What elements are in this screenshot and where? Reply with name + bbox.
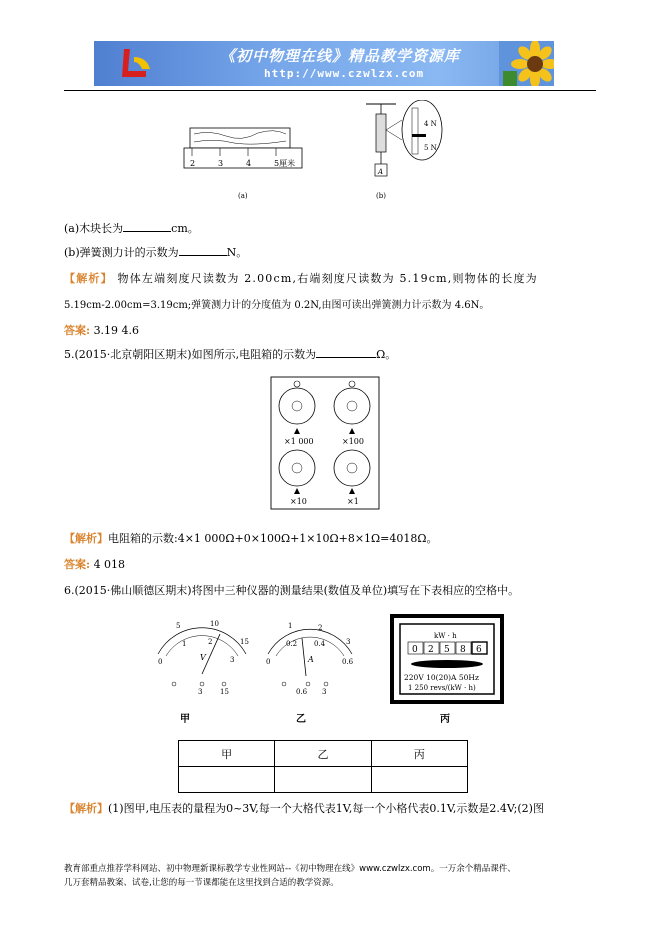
q4-analysis-line1: 【解析】 物体左端刻度尺读数为 2.00cm,右端刻度尺读数为 5.19cm,则物体的长度为	[64, 272, 538, 285]
table-header-cell: 乙	[275, 741, 371, 767]
footer-line: 几万套精品教案、试卷,让您的每一节课都能在这里找到合适的教学资源。	[64, 878, 339, 888]
weight-label: A	[378, 168, 384, 176]
banner-url: http://www.czwlzx.com	[264, 67, 425, 80]
voltmeter-scale-label: 3	[230, 656, 235, 664]
dial-label: ×1 000	[284, 437, 314, 446]
ruler-tick-label: 3	[218, 159, 224, 168]
voltmeter-terminal: 15	[220, 688, 229, 696]
ammeter-scale-label: 3	[346, 638, 351, 646]
spring-scale	[366, 100, 442, 176]
ammeter-scale-label: 0	[266, 658, 271, 666]
answer-blank[interactable]	[179, 246, 227, 256]
q4-part-b: (b)弹簧测力计的示数为 N。	[64, 246, 248, 259]
dial-label: ×10	[290, 497, 307, 506]
table-header-cell: 丙	[371, 741, 467, 767]
meter-digit: 2	[428, 645, 434, 655]
header-banner	[94, 41, 554, 86]
sunflower-icon	[499, 41, 554, 86]
voltmeter-scale-label: 5	[176, 622, 181, 630]
instrument-label: 乙	[296, 714, 306, 725]
footer-line: 教育部重点推荐学科网站、初中物理新课标教学专业性网站--《初中物理在线》www.czwlzx.com。一万余个精品课件、	[64, 864, 516, 874]
ammeter-scale-label: 0.6	[342, 658, 354, 666]
meter-digit: 0	[412, 645, 418, 655]
ruler-tick-label: 4	[246, 159, 252, 168]
meter-unit: kW · h	[434, 632, 457, 640]
meter-constant: 1 250 revs/(kW · h)	[408, 684, 476, 692]
site-logo-icon	[116, 47, 152, 81]
q6-analysis: 【解析】(1)图甲,电压表的量程为0~3V,每一个大格代表1V,每一个小格代表0.1V,示数是2.4V;(2)图	[64, 802, 544, 815]
table-header-row	[179, 741, 468, 767]
meter-rating: 220V 10(20)A 50Hz	[404, 673, 479, 682]
table-row	[179, 767, 468, 793]
ruler-tick-label: 2	[190, 159, 196, 168]
meter-digit: 8	[460, 645, 466, 655]
ammeter-terminal: 0.6	[296, 688, 308, 696]
table-header-cell: 甲	[179, 741, 275, 767]
q4-part-a: (a)木块长为 cm。	[64, 222, 199, 235]
figure-meters	[146, 614, 526, 726]
ammeter-symbol: A	[308, 655, 314, 664]
voltmeter-scale-label: 15	[240, 638, 249, 646]
answer-cell[interactable]	[371, 767, 467, 793]
q4-analysis-line2: 5.19cm-2.00cm=3.19cm;弹簧测力计的分度值为 0.2N,由图可读出弹簧测力计示数为 4.6N。	[64, 300, 490, 311]
q6-question: 6.(2015·佛山顺德区期末)将图中三种仪器的测量结果(数值及单位)填写在下表相应的空格中。	[64, 584, 520, 597]
answer-cell[interactable]	[275, 767, 371, 793]
dial-label: ×1	[347, 497, 359, 506]
ammeter-scale-label: 0.2	[286, 640, 298, 648]
q6-answer-table	[178, 740, 468, 793]
ammeter-terminal: 3	[322, 688, 327, 696]
wood-block	[190, 128, 290, 148]
banner-title: 《初中物理在线》精品教学资源库	[220, 47, 461, 65]
dial-label: ×100	[342, 437, 364, 446]
voltmeter-scale-label: 1	[182, 640, 187, 648]
spring-label: 4 N	[424, 120, 437, 128]
caption-b: (b)	[376, 192, 386, 200]
voltmeter-scale-label: 10	[210, 620, 219, 628]
header-divider	[64, 90, 596, 91]
ammeter-scale-label: 1	[288, 622, 293, 630]
answer-blank[interactable]	[316, 348, 376, 358]
figure-resistance-box	[270, 376, 380, 510]
voltmeter-scale-label: 0	[158, 658, 163, 666]
page-footer	[64, 862, 624, 890]
analysis-tag: 【解析】	[64, 272, 113, 285]
answer-cell[interactable]	[179, 767, 275, 793]
meter-digit: 5	[444, 645, 450, 655]
voltmeter-scale-label: 2	[208, 638, 213, 646]
q5-analysis: 【解析】电阻箱的示数:4×1 000Ω+0×100Ω+1×10Ω+8×1Ω=4018Ω。	[64, 532, 438, 545]
q4-answer: 答案: 3.19 4.6	[64, 324, 140, 337]
instrument-label: 丙	[440, 714, 450, 725]
q5-answer: 答案: 4 018	[64, 558, 126, 571]
figure-ruler-spring-scale	[180, 100, 470, 206]
meter-digit: 6	[476, 645, 482, 655]
ruler-tick-label: 5厘米	[274, 159, 296, 168]
ammeter-scale-label: 0.4	[314, 640, 326, 648]
ammeter-scale-label: 2	[318, 624, 323, 632]
answer-blank[interactable]	[123, 222, 171, 232]
spring-label: 5 N	[424, 144, 437, 152]
instrument-label: 甲	[180, 714, 190, 725]
voltmeter-terminal: 3	[198, 688, 203, 696]
voltmeter-symbol: V	[200, 653, 206, 662]
caption-a: (a)	[238, 192, 248, 200]
q5-question: 5.(2015·北京朝阳区期末)如图所示,电阻箱的示数为 Ω。	[64, 348, 397, 361]
